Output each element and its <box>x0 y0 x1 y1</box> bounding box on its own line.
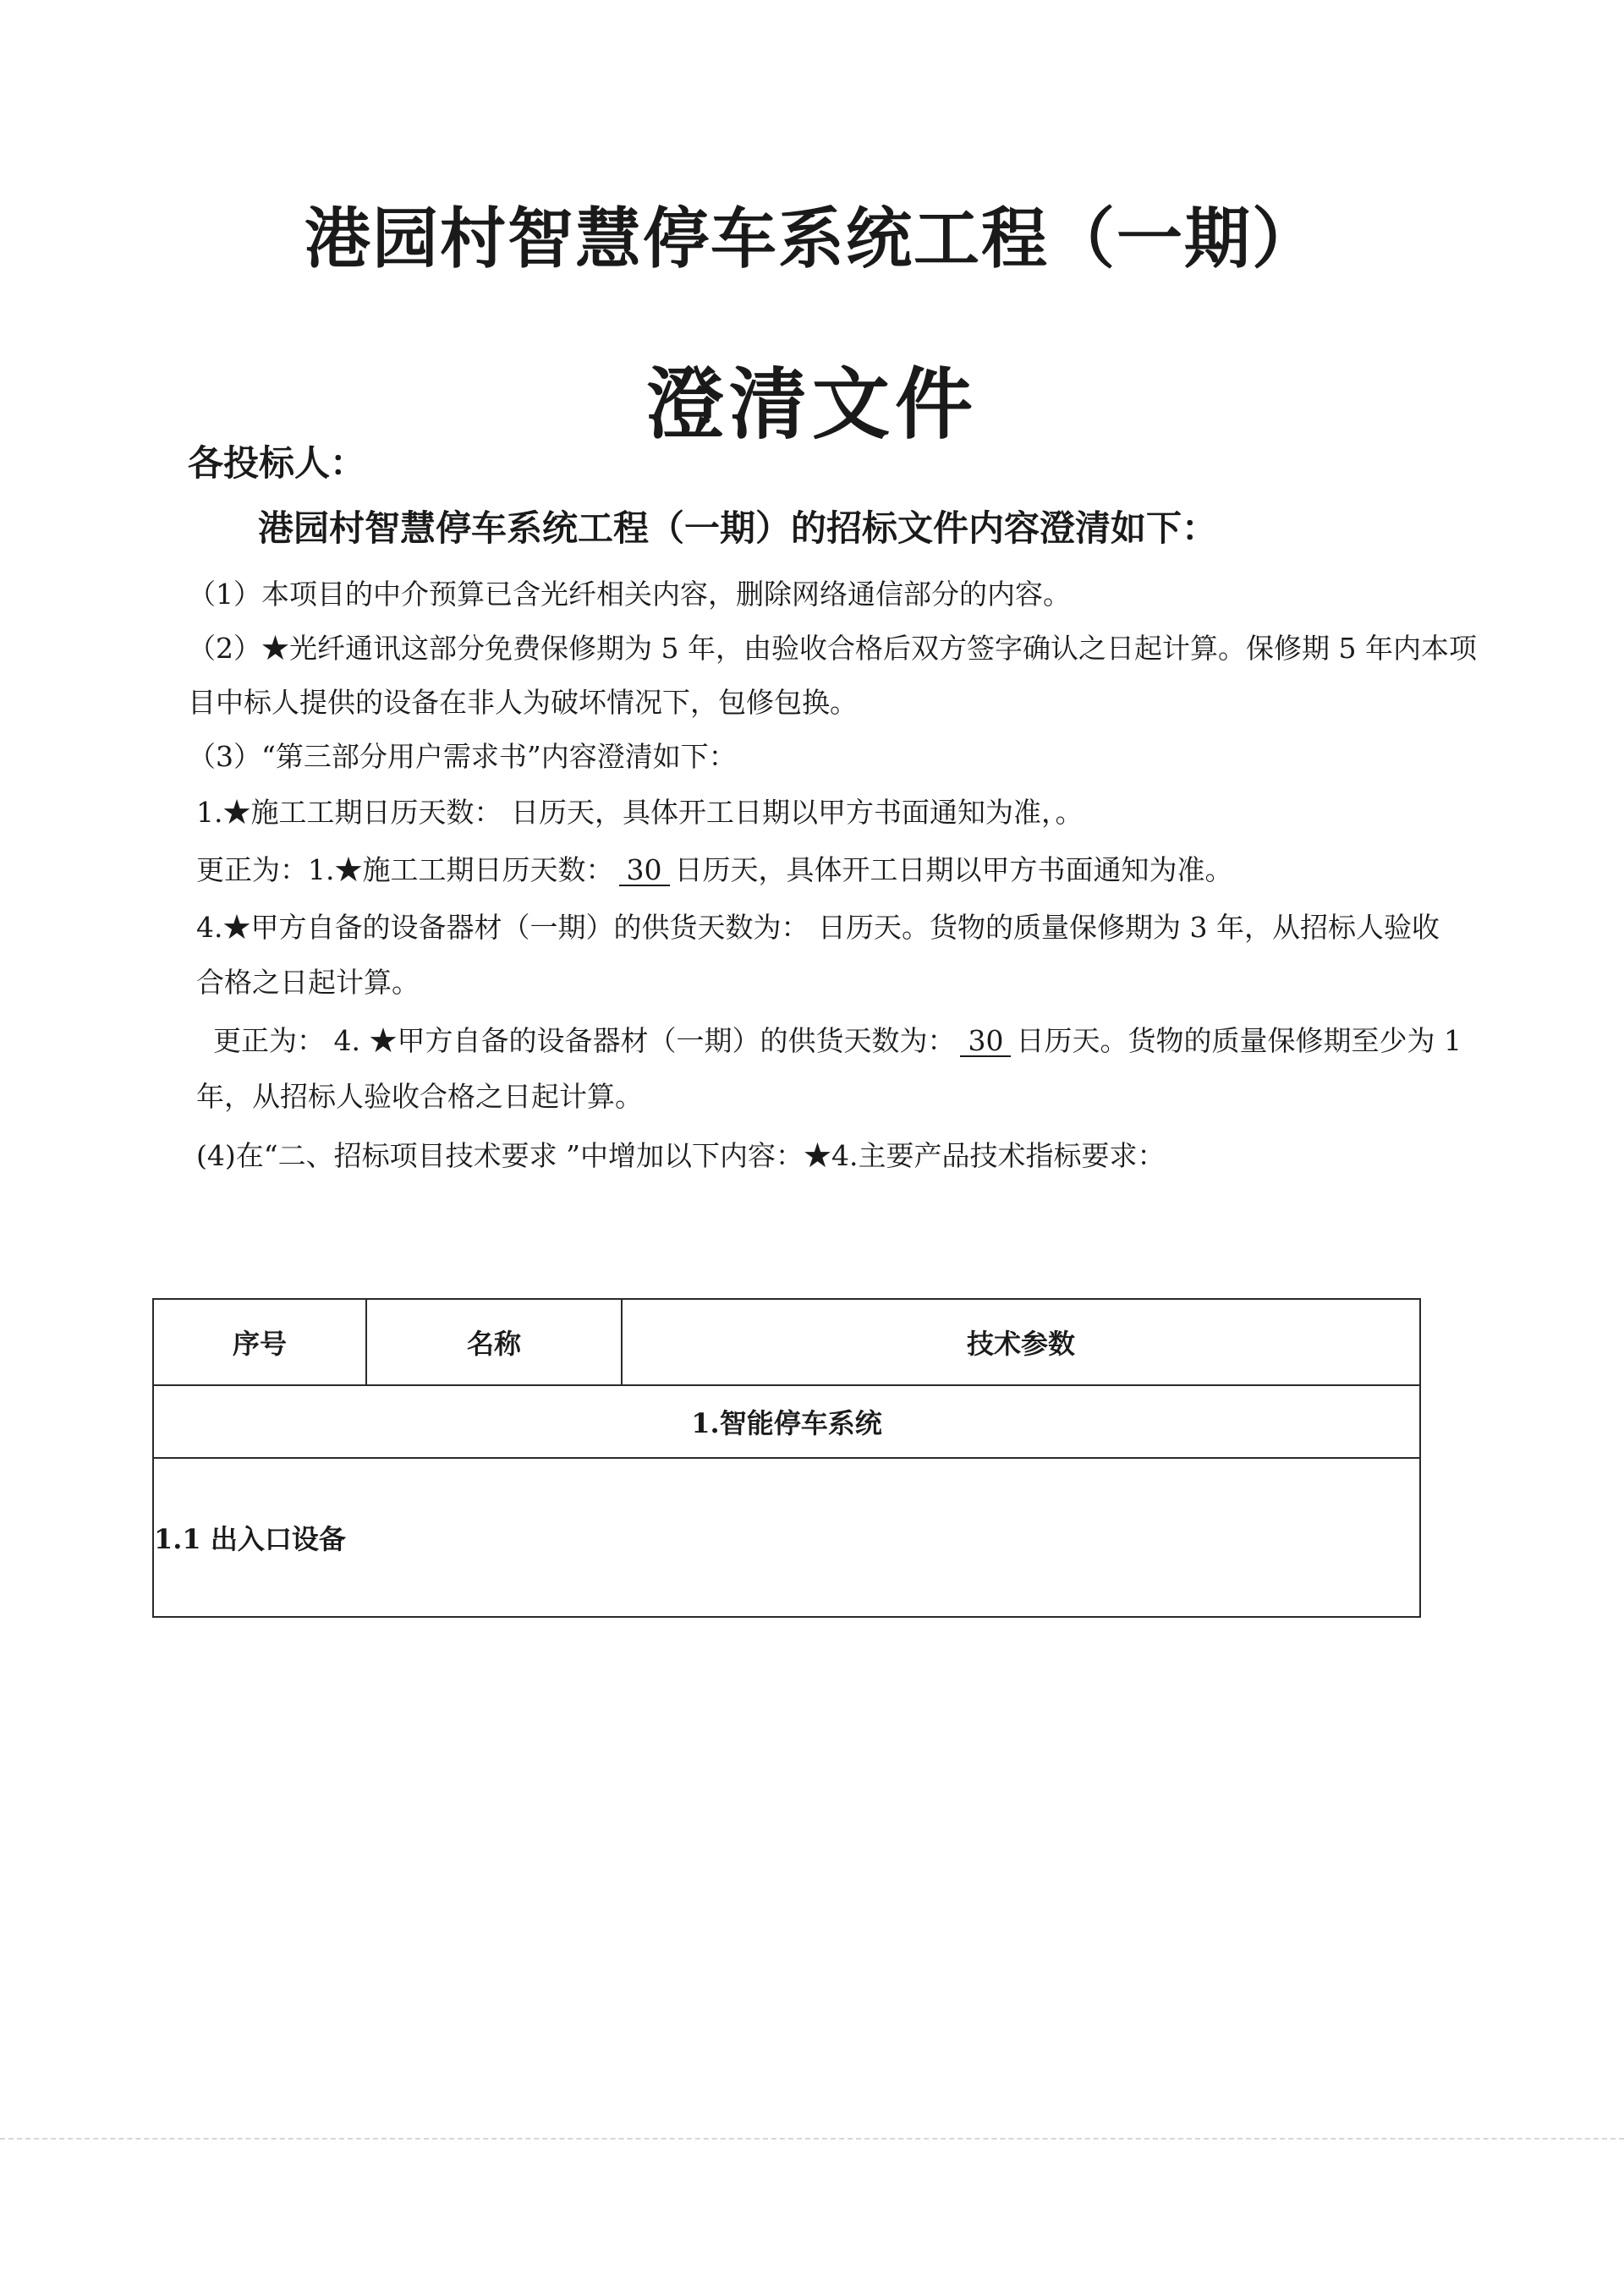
item-4: (4)在“二、招标项目技术要求 ”中增加以下内容：★4.主要产品技术指标要求： <box>196 1139 1166 1172</box>
header-seq: 序号 <box>153 1299 366 1385</box>
correction-prefix: 更正为： 4. ★甲方自备的设备器材（一期）的供货天数为： <box>213 1024 956 1057</box>
item-1: （1）本项目的中介预算已含光纤相关内容，删除网络通信部分的内容。 <box>188 578 1071 611</box>
document-title: 港园村智慧停车系统工程（一期） <box>304 200 1320 277</box>
header-name: 名称 <box>366 1299 622 1385</box>
item-3-1: 1.★施工工期日历天数： 日历天，具体开工日期以甲方书面通知为准，。 <box>196 796 1084 829</box>
correction-value: 30 <box>960 1027 1011 1057</box>
scan-divider <box>0 2138 1624 2140</box>
item-3-4-line-1: 4.★甲方自备的设备器材（一期）的供货天数为： 日历天。货物的质量保修期为 3 年，从招标人验收 <box>196 911 1440 944</box>
subsection-title: 1.1 出入口设备 <box>153 1458 1420 1617</box>
correction-prefix: 更正为：1.★施工工期日历天数： <box>196 853 614 886</box>
section-title: 1.智能停车系统 <box>153 1385 1420 1458</box>
item-3-4-correction-line-2: 年，从招标人验收合格之日起计算。 <box>196 1080 643 1113</box>
table-header-row <box>153 1299 1420 1385</box>
tech-params-table <box>152 1298 1421 1618</box>
item-3-4-correction <box>213 1020 1533 1062</box>
correction-suffix: 日历天，具体开工日期以甲方书面通知为准。 <box>674 853 1233 886</box>
table-subsection-row <box>153 1458 1420 1617</box>
correction-suffix: 日历天。货物的质量保修期至少为 1 <box>1016 1024 1462 1057</box>
item-3-4-line-2: 合格之日起计算。 <box>196 966 420 999</box>
document-subtitle: 澄清文件 <box>645 359 978 450</box>
item-2-line-2: 目中标人提供的设备在非人为破坏情况下，包修包换。 <box>188 686 858 719</box>
item-2-line-1: （2）★光纤通讯这部分免费保修期为 5 年，由验收合格后双方签字确认之日起计算。保修期 5 年内本项 <box>188 632 1477 665</box>
item-3: （3）“第三部分用户需求书”内容澄清如下： <box>188 740 737 773</box>
intro-line: 港园村智慧停车系统工程（一期）的招标文件内容澄清如下： <box>258 507 1218 549</box>
correction-value: 30 <box>619 856 670 886</box>
item-3-1-correction <box>196 849 1516 891</box>
header-spec: 技术参数 <box>622 1299 1420 1385</box>
table-section-row <box>153 1385 1420 1458</box>
salutation: 各投标人： <box>188 442 366 484</box>
